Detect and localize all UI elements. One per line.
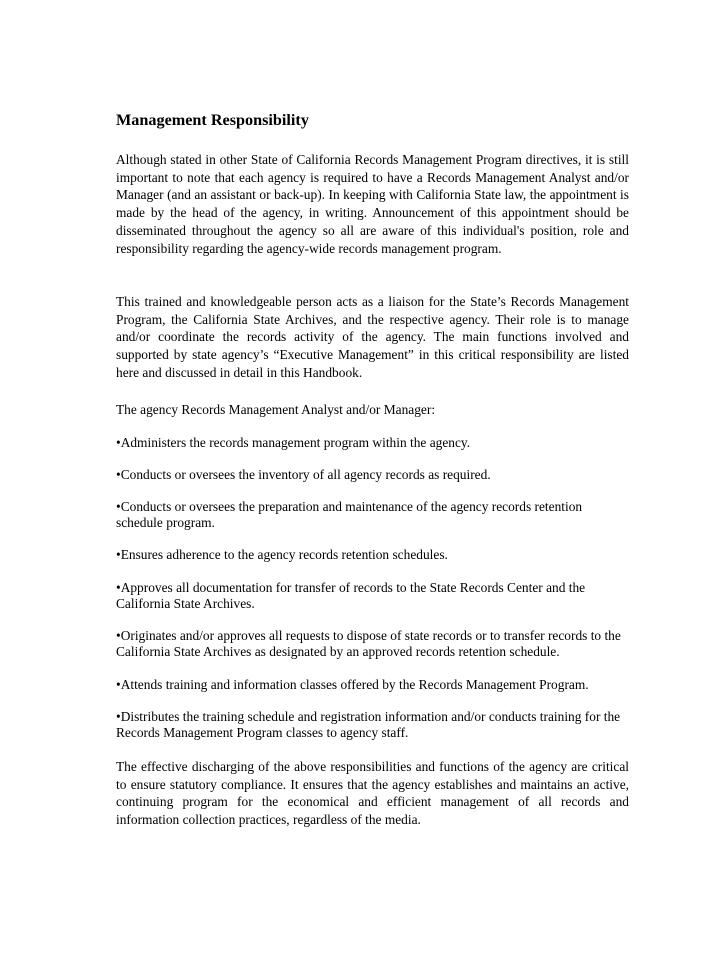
page-title: Management Responsibility — [116, 111, 309, 129]
intro-line: The agency Records Management Analyst and/or Manager: — [116, 402, 436, 417]
bullet-item: •Ensures adherence to the agency records retention schedules. — [116, 547, 448, 562]
closing-paragraph: The effective discharging of the above responsibilities and functions of the agency are critical to ensure statutory compliance. It ensures that the agency establishes and maintains an active, continuing program for the economical and efficient management of all records and information collection practices, regardless of the media. — [116, 759, 629, 828]
bullet-item: •Approves all documentation for transfer of records to the State Records Center and the California State Archives. — [116, 580, 586, 612]
bullet-item: •Administers the records management program within the agency. — [116, 435, 471, 450]
bullet-item: •Distributes the training schedule and registration information and/or conducts training for the Records Management Program classes to agency staff. — [116, 709, 621, 741]
bullet-item: •Conducts or oversees the preparation and maintenance of the agency records retention schedule program. — [116, 499, 583, 531]
paragraph-2: This trained and knowledgeable person acts as a liaison for the State’s Records Management Program, the California State Archives, and the respective agency. Their role is to manage and/or coordinate the records activity of the agency. The main functions involved and supported by state agency’s “Executive Management” in this critical responsibility are listed here and discussed in detail in this Handbook. — [116, 294, 629, 380]
bullet-item: •Conducts or oversees the inventory of all agency records as required. — [116, 467, 491, 482]
bullet-item: •Originates and/or approves all requests to dispose of state records or to transfer records to the California State Archives as designated by an approved records retention schedule. — [116, 628, 621, 660]
bullet-item: •Attends training and information classes offered by the Records Management Program. — [116, 677, 589, 692]
paragraph-1: Although stated in other State of California Records Management Program directives, it is still important to note that each agency is required to have a Records Management Analyst and/or Manager (and an assistant or back-up). In keeping with California State law, the appointment is made by the head of the agency, in writing. Announcement of this appointment should be disseminated throughout the agency so all are aware of this individual's position, role and responsibility regarding the agency-wide records management program. — [116, 152, 629, 256]
